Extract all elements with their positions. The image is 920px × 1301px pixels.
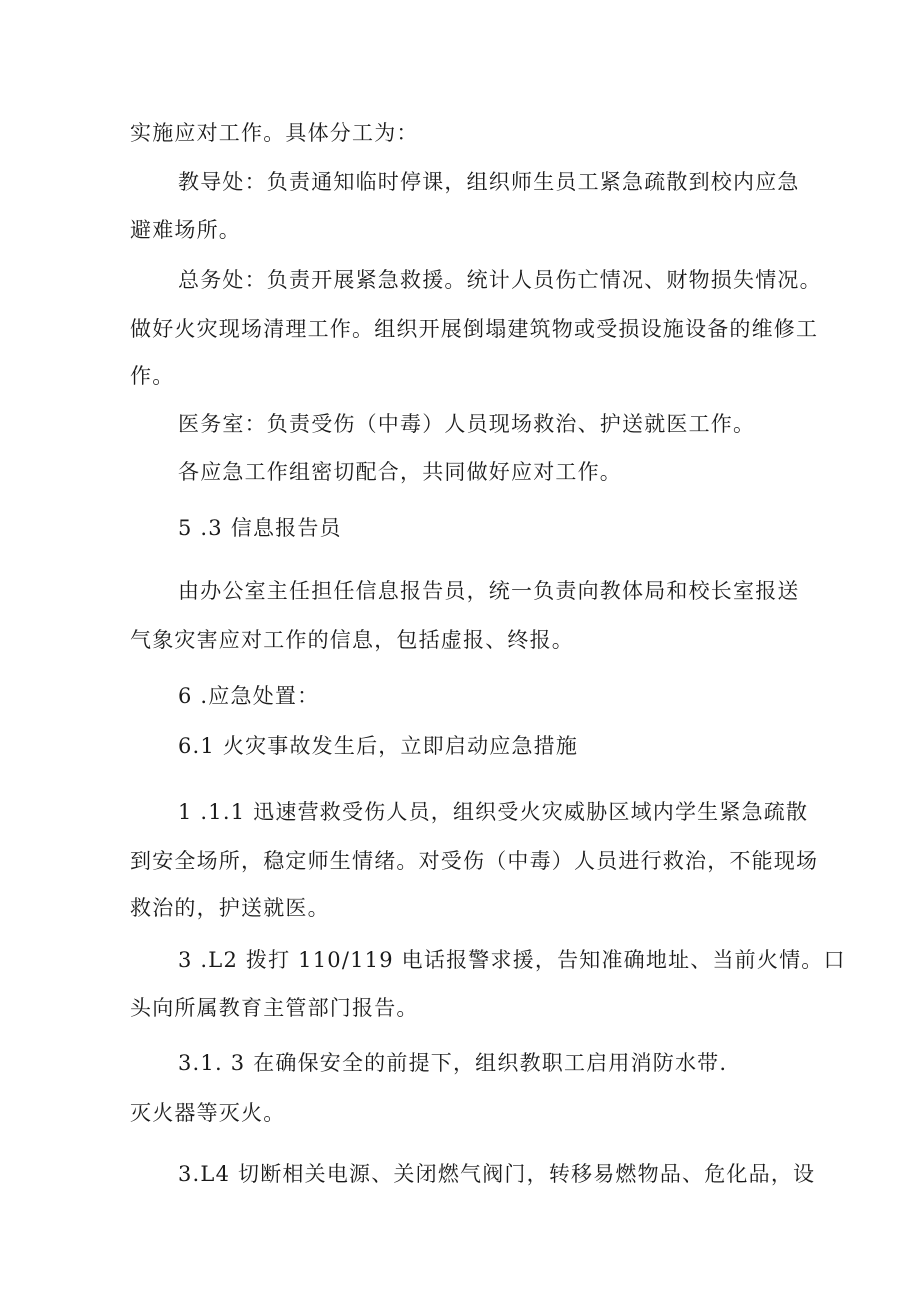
text-line: 避难场所。 — [130, 218, 241, 242]
text-line: 医务室：负责受伤（中毒）人员现场救治、护送就医工作。 — [178, 412, 756, 436]
text-line: 到安全场所，稳定师生情绪。对受伤（中毒）人员进行救治，不能现场 — [130, 849, 819, 873]
text-line: 总务处：负责开展紧急救援。统计人员伤亡情况、财物损失情况。 — [178, 268, 822, 292]
text-line: 3.1. 3 在确保安全的前提下，组织教职工启用消防水带. — [178, 1051, 728, 1075]
text-line: 由办公室主任担任信息报告员，统一负责向教体局和校长室报送 — [178, 579, 800, 603]
text-line: 3 .L2 拨打 110/119 电话报警求援，告知准确地址、当前火情。口 — [178, 948, 846, 972]
text-line: 各应急工作组密切配合，共同做好应对工作。 — [178, 460, 622, 484]
text-line: 做好火灾现场清理工作。组织开展倒塌建筑物或受损设施设备的维修工 — [130, 317, 819, 341]
text-line: 3.L4 切断相关电源、关闭燃气阀门，转移易燃物品、危化品，设 — [178, 1162, 816, 1186]
section-heading: 6 .应急处置： — [178, 684, 320, 708]
text-line: 头向所属教育主管部门报告。 — [130, 996, 419, 1020]
text-line: 作。 — [130, 364, 175, 388]
text-line: 灭火器等灭火。 — [130, 1101, 286, 1125]
text-line: 救治的，护送就医。 — [130, 896, 330, 920]
text-line: 实施应对工作。具体分工为： — [130, 121, 419, 145]
text-line: 1 .1.1 迅速营救受伤人员，组织受火灾威胁区域内学生紧急疏散 — [178, 800, 809, 824]
text-line: 气象灾害应对工作的信息，包括虚报、终报。 — [130, 628, 574, 652]
text-line: 教导处：负责通知临时停课，组织师生员工紧急疏散到校内应急 — [178, 170, 800, 194]
section-heading: 5 .3 信息报告员 — [178, 516, 342, 540]
section-heading: 6.1 火灾事故发生后，立即启动应急措施 — [178, 734, 579, 758]
